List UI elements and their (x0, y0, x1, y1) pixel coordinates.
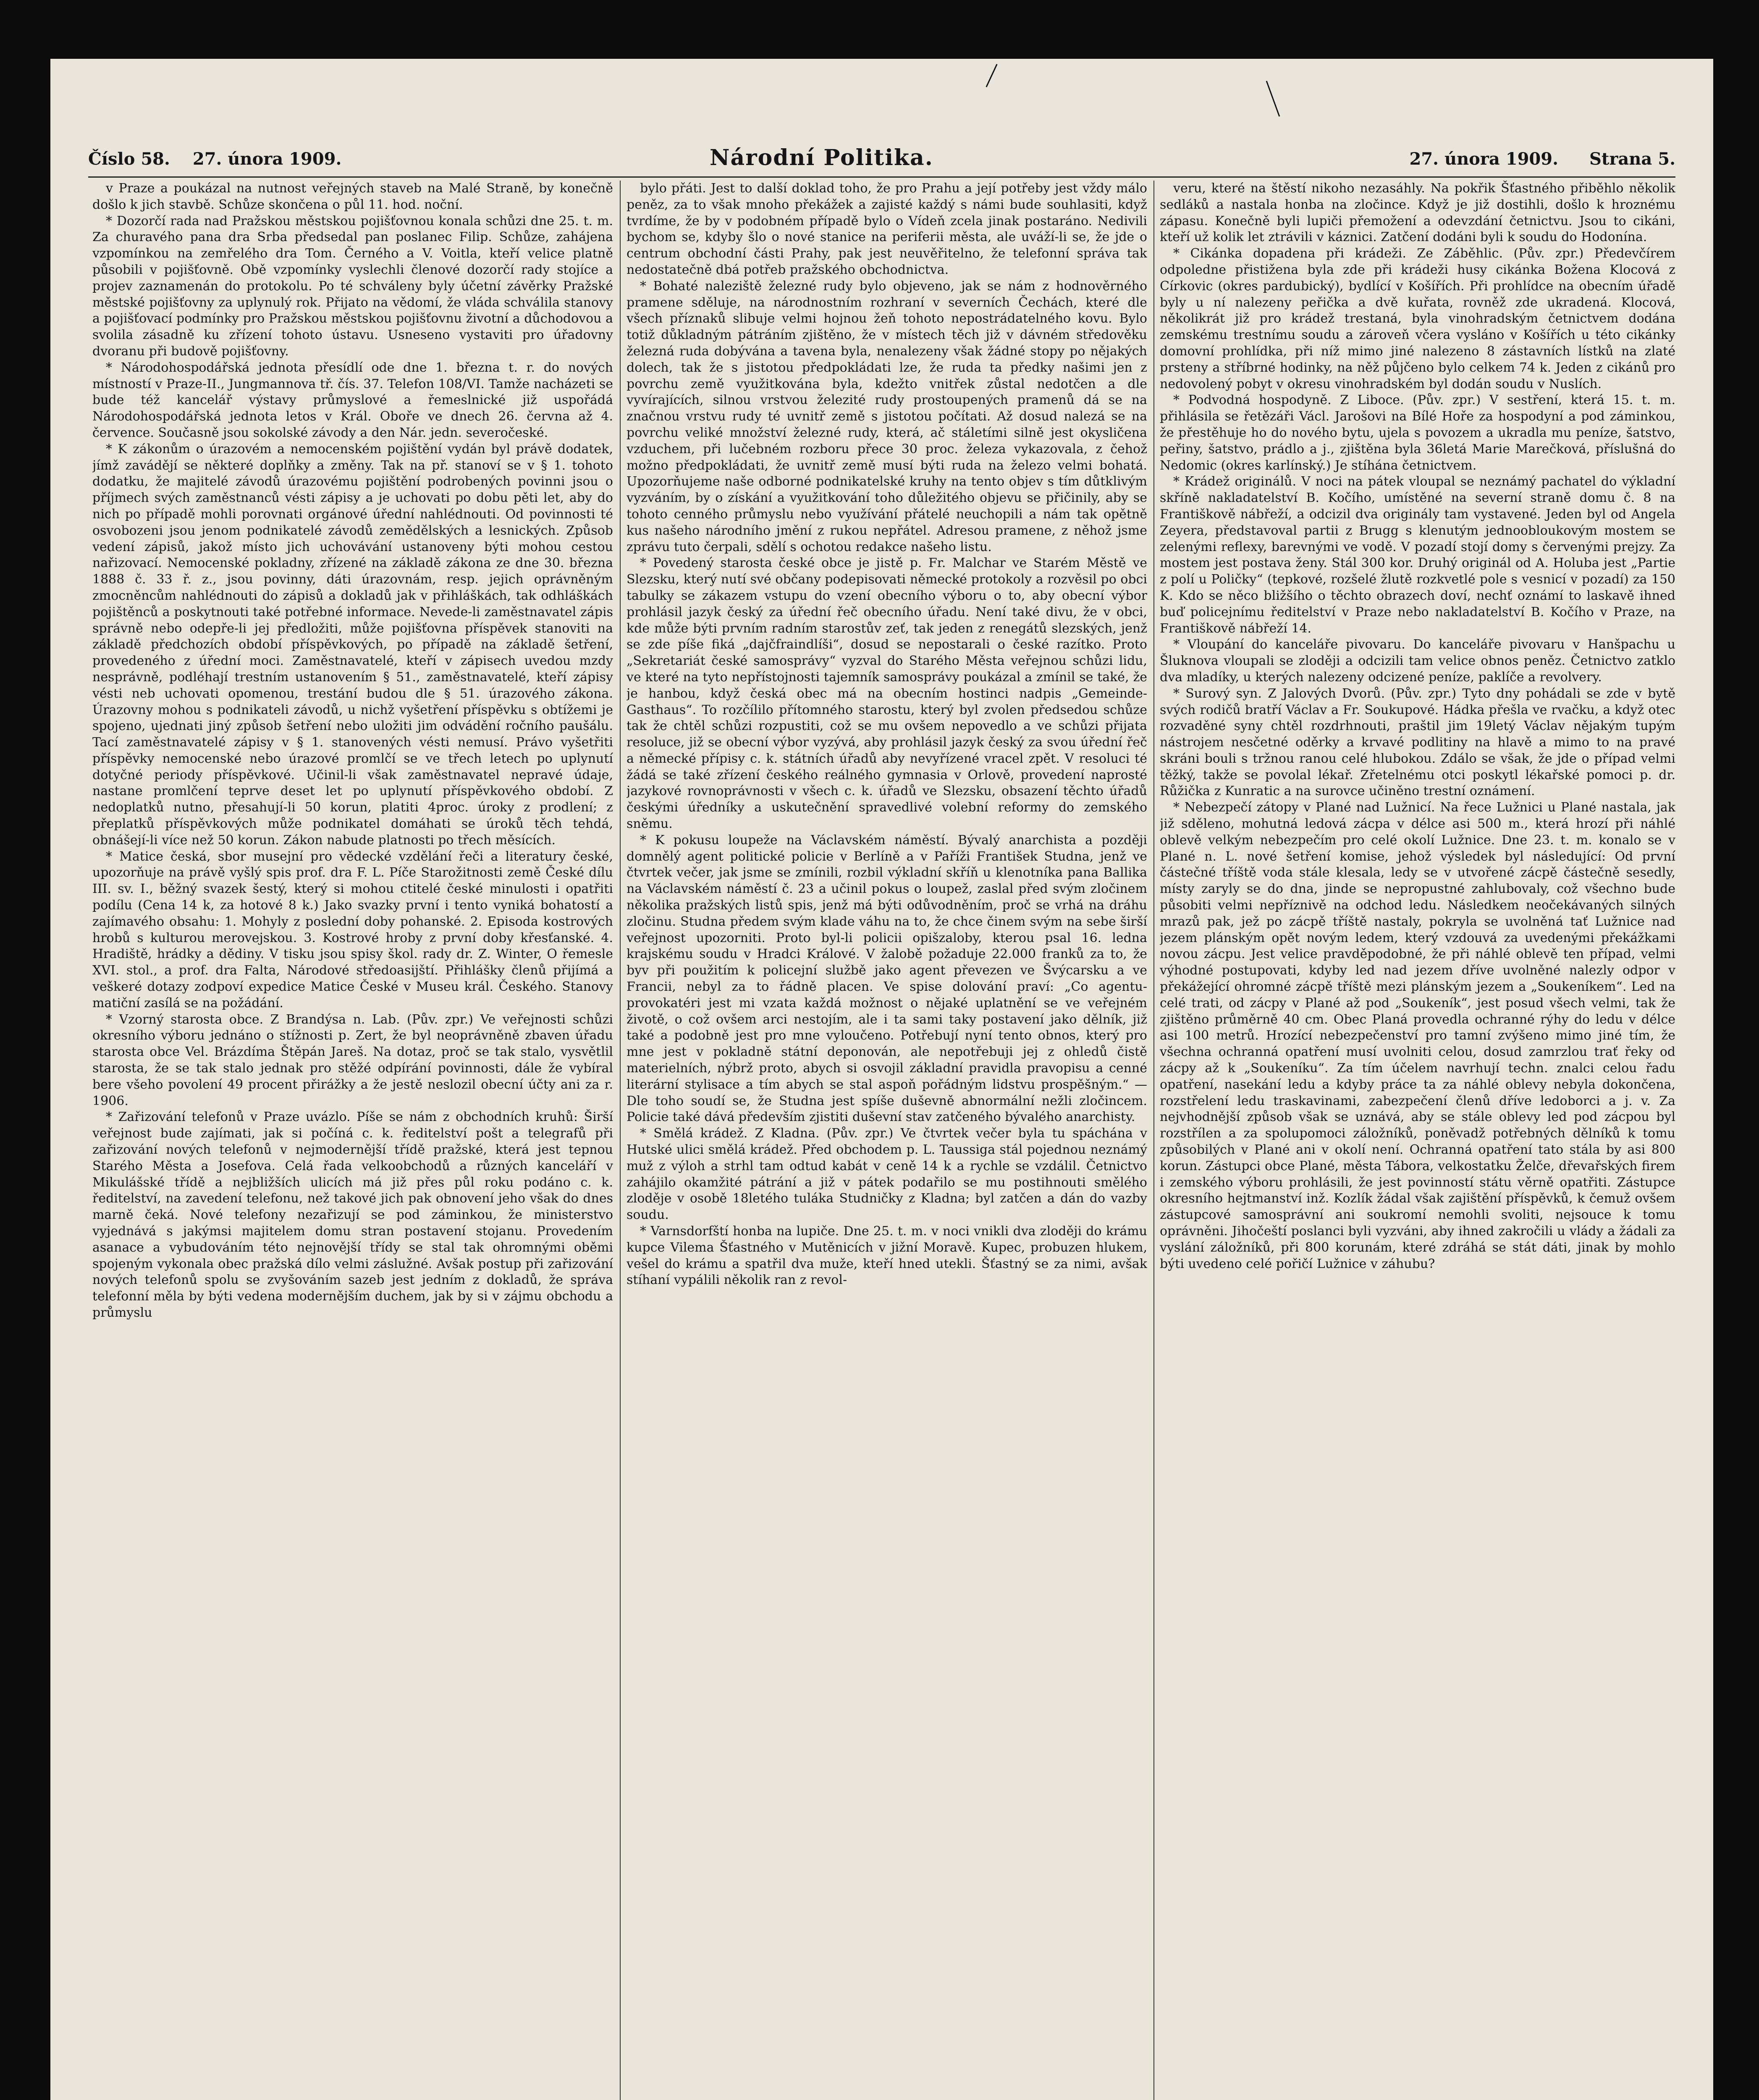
article-paragraph: * Smělá krádež. Z Kladna. (Pův. zpr.) Ve čtvrtek večer byla tu spáchána v Hutské ulici smělá krádež. Před obchodem p. L. Taussiga stál pojednou neznámý muž z výloh a strhl tam odtud kabát v ceně 14 k a rychle se vzdálil. Četnictvo zahájilo okamžité pátrání a již v pátek podařilo se mu postihnouti smělého zloděje v osobě 18letého tuláka Studničky z Kladna; byl zatčen a dán do vazby soudu. (627, 1126, 1147, 1223)
page-header (88, 136, 1675, 174)
article-paragraph: * Národohospodářská jednota přesídlí ode dne 1. března t. r. do nových místností v Praze-II., Jungmannova tř. čís. 37. Telefon 108/VI. Tamže nacházeti se bude též kancelář výstavy průmyslové a řemeslnické již uspořádá Národohospodářská jednota letos v Král. Oboře ve dnech 26. června až 4. července. Současně jsou sokolské závody a den Nár. jedn. severočeské. (92, 360, 613, 440)
article-column-2 (627, 181, 1147, 2100)
article-column-1 (92, 181, 613, 2100)
article-paragraph: * Podvodná hospodyně. Z Liboce. (Pův. zpr.) V sestření, která 15. t. m. přihlásila se řetězáři Václ. Jarošovi na Bílé Hoře za hospodyní a pod záminkou, že přestěhuje ho do nového bytu, ujela s povozem a ukradla mu peníze, šatstvo, peřiny, šatstvo, prádlo a j., zjištěna byla 36letá Marie Marečková, příslušná do Nedomic (okres karlínský.) Je stíhána četnictvem. (1160, 393, 1675, 473)
issue-date-right: 27. února 1909. (1409, 149, 1559, 169)
article-paragraph: * Krádež originálů. V noci na pátek vloupal se neznámý pachatel do výkladní skříně nakladatelství B. Kočího, umístěné na severní straně domu č. 8 na Františkově nábřeží, a odcizil dva originály tam vystavené. Jeden byl od Angela Zeyera, představoval partii z Brugg s klenutým jednoobloukovým mostem se zelenými reflexy, barevnými ve vodě. V pozadí stojí domy s červenými prejzy. Za mostem jest postava ženy. Stál 300 kor. Druhý originál od A. Holuba jest „Partie z polí u Poličky“ (tepkové, rozšelé žlutě rozkvetlé pole s vesnicí v pozadí) za 150 K. Kdo se něco bližšího o těchto obrazech doví, nechť oznámí to laskavě ihned buď policejnímu ředitelství v Praze nebo nakladatelství B. Kočího v Praze, na Františkově nábřeží 14. (1160, 474, 1675, 636)
article-paragraph: * K zákonům o úrazovém a nemocenském pojištění vydán byl právě dodatek, jímž zavádějí se některé doplňky a změny. Tak na př. stanoví se v § 1. tohoto dodatku, že majitelé závodů úrazovému pojištění podrobených povinni jsou o příjmech svých zaměstnanců vésti zápisy a je uchovati po dobu pěti let, aby do nich po případě mohli porovnati orgánové úřední nahlédnouti. Od povinnosti té osvobozeni jsou jenom podnikatelé závodů zemědělských a lesnických. Způsob vedení zápisů, jakož místo jich uchovávání ustanoveny býti mohou cestou nařizovací. Nemocenské pokladny, zřízené na základě zákona ze dne 30. března 1888 č. 33 ř. z., jsou povinny, dáti úrazovnám, resp. jejich oprávněným zmocněncům nahlédnouti do zápisů a dokladů jak v přihláškách, tak odhláškách pojištěnců a poskytnouti také potřebné informace. Nevede-li zaměstnavatel zápis správně nebo odepře-li jej předložiti, může pojišťovna příspěvek stanoviti na základě předchozích období příspěvkových, po případě na základě šetření, provedeného z úřední moci. Zaměstnavatelé, kteří v zápisech uvedou mzdy nesprávně, podléhají trestním ustanovením § 51., zaměstnavatelé, kteří zápisy vésti neb uchovati opomenou, trestání budou dle § 51. úrazového zákona. Úrazovny mohou s podnikateli závodů, u nichž vyšetření příspěvku s obtížemi je spojeno, ujednati jiný způsob šetření nebo uložiti jim odvádění ročního paušálu. Tací zaměstnavatelé zápisy v § 1. stanovených vésti nemusí. Právo vyšetřiti příspěvky nemocenské nebo úrazové promlčí se ve třech letech po uplynutí dotyčné periody příspěvkové. Učinil-li však zaměstnavatel nepravé údaje, nastane promlčení teprve deset let po uplynutí příspěvkového období. Z nedoplatků nutno, přesahují-li 50 korun, platiti 4proc. úroky z prodlení; z přeplatků příspěvkových může podnikatel domáhati se úroků těch tehdá, obnášejí-li více než 50 korun. Zákon nabude platnosti po třech měsících. (92, 441, 613, 848)
article-paragraph: * Matice česká, sbor musejní pro vědecké vzdělání řeči a literatury české, upozorňuje na právě vyšlý spis prof. dra F. L. Píče Starožitnosti země České dílu III. sv. I., běžný svazek šestý, který si mohou ctitelé české minulosti i opatřiti podílu (Cena 14 k, za hotové 8 k.) Jako svazky první i tento vyniká bohatostí a zajímavého obsahu: 1. Mohyly z poslední doby pohanské. 2. Episoda kostrových hrobů s kulturou merovejskou. 3. Kostrové hroby z první doby křesťanské. 4. Hradiště, hrádky a dědiny. V tisku jsou spisy škol. rady dr. Z. Winter, O řemesle XVI. stol., a prof. dra Falta, Národové středoasijští. Přihlášky členů přijímá a veškeré dotazy zodpoví expedice Matice České v Museu král. Českého. Stanovy matiční zasílá se na požádání. (92, 849, 613, 1011)
article-paragraph: * Vloupání do kanceláře pivovaru. Do kanceláře pivovaru v Hanšpachu u Šluknova vloupali se zloději a odcizili tam velice obnos peněz. Četnictvo zatklo dva mladíky, u kterých nalezeny odcizené peníze, paklíče a revolvery. (1160, 637, 1675, 685)
article-paragraph: * K pokusu loupeže na Václavském náměstí. Bývalý anarchista a později domnělý agent politické policie v Berlíně a v Paříži František Studna, jenž ve čtvrtek večer, jak jsme se zmínili, rozbil výkladní skříň u klenotníka pana Ballika na Václavském náměstí č. 23 a učinil pokus o loupež, zaslal před svým zločinem několika pražských listů spis, jenž má býti odůvodněním, proč se vrhá na dráhu zločinu. Studna předem svým klade váhu na to, že chce činem svým na sebe širší veřejnost upozorniti. Proto byl-li policii opišzaloby, kterou psal 16. ledna krajskému soudu v Hradci Králové. V žalobě požaduje 22.000 franků za to, že byv při použitím k policejní službě jako agent převezen ve Švýcarsku a ve Francii, nebyl za to řádně placen. Ve spise dolování praví: „Co agentu-provokatéri jest mi vzata každá možnost o nějaké uplatnění se ve veřejném životě, o což ovšem arci nestojím, ale i ta sami taky postavení jako dělník, již také a podobně jest pro mne vyloučeno. Potřebují nyní tento obnos, který pro mne jest v pokladně státní deponován, ale nepotřebuji jej z ohledů čistě materielních, nýbrž proto, abych si osvojil základní pravidla pravopisu a cenné literární stylisace a tím abych se stal aspoň pořádným lidstvu prospěšným.“ — Dle toho soudí se, že Studna jest spíše duševně abnormální nežli zločincem. Policie také dává především zjistiti duševní stav zatčeného bývalého anarchisty. (627, 832, 1147, 1125)
article-paragraph: v Praze a poukázal na nutnost veřejných staveb na Malé Straně, by konečně došlo k jich stavbě. Schůze skončena o půl 11. hod. noční. (92, 181, 613, 212)
issue-number: Číslo 58. (88, 149, 170, 169)
header-left (88, 149, 341, 169)
article-paragraph: veru, které na štěstí nikoho nezasáhly. Na pokřik Šťastného přiběhlo několik sedláků a nastala honba na zločince. Když je již dostihli, došlo k hroznému zápasu. Konečně byli lupiči přemožení a odevzdání četnictvu. Jsou to cikáni, kteří už kolik let ztrávili v káznici. Zatčení dodáni byli k soudu do Hodonína. (1160, 181, 1675, 245)
article-paragraph: bylo přáti. Jest to další doklad toho, že pro Prahu a její potřeby jest vždy málo peněz, za to však mnoho překážek a zajisté každý s námi bude souhlasiti, když tvrdíme, že by v podobném případě bylo o Vídeň zcela jinak postaráno. Nedivili bychom se, kdyby šlo o nové stanice na periferii města, ale uváží-li se, že jde o centrum obchodní části Prahy, pak jest neuvěřitelno, že telefonní správa tak nedostatečně dbá potřeb pražského obchodnictva. (627, 181, 1147, 277)
article-paragraph: * Dozorčí rada nad Pražskou městskou pojišťovnou konala schůzi dne 25. t. m. Za churavého pana dra Srba předsedal pan poslanec Filip. Schůze, zahájena vzpomínkou na zemřelého dra Tom. Černého a V. Voitla, kteří velice platně působili v pojišťovně. Obě vzpomínky vyslechli členové dozorčí rady stojíce a projev zaznamenán do protokolu. Po té schváleny byly účetní závěrky Pražské městské pojišťovny za uplynulý rok. Přijato na vědomí, že vláda schválila stanovy a pojišťovací podmínky pro Pražskou městskou pojišťovnu životní a důchodovou a svolila zásadně ku zřízení tohoto ústavu. Usneseno vystaviti pro úřadovny dvoranu při budově pojišťovny. (92, 213, 613, 359)
header-right (1384, 149, 1675, 169)
column-divider (620, 181, 621, 2100)
newspaper-page (50, 59, 1713, 2100)
article-paragraph: * Nebezpečí zátopy v Plané nad Lužnicí. Na řece Lužnici u Plané nastala, jak již sděleno, mohutná ledová zácpa v délce asi 500 m., která hrozí při náhlé oblevě velkým nebezpečím pro celé okolí Lužnice. Dne 23. t. m. konalo se v Plané n. L. nové šetření komise, jehož výsledek byl následující: Od první částečné tříště voda stále klesala, ledy se v utvořené zácpě částečně sesedly, místy zaryly se do dna, jinde se nepropustné zahlubovaly, což všechno bude působiti velmi nepříznivě na odchod ledu. Následkem neočekávaných silných mrazů pak, jež po zácpě tříště nastaly, pokryla se uvolněná tať Lužnice nad jezem plánským opět novým ledem, který vzdouvá za uvedenými překážkami novou zácpu. Jest velice pravděpodobné, že při náhlé oblevě ten případ, velmi výhodné postupovati, kdyby led nad jezem dříve uvolněné nalezly odpor v překážející ohromné zácpě tříště mezi plánským jezem a „Soukeníkem“. Led na celé trati, od zácpy v Plané až pod „Soukeník“, jest posud všech velmi, tak že zjištěno průměrně 40 cm. Obec Planá provedla ochranné rýhy do ledu v délce asi 100 metrů. Hrozící nebezpečenství pro tamní zvýšeno mimo jiné tím, že všechna ochranná opatření musí uvolniti celou, dosud zamrzlou trať řeky od zácpy až k „Soukeníku“. Za tím účelem navrhují techn. znalci celou řadu opatření, nasekání ledu a kdyby práce ta za náhlé oblevy nebyla dokončena, rozstřelení ledu traskavinami, zabezpečení členů dříve ledoborci a j. v. Za nejvhodnější způsob však se uznává, aby se stále oblevy led pod zácpou byl rozstřílen a za spolupomoci záložníků, poněvadž potřebných dělníků k tomu způsobilých v Plané ani v okolí není. Ochranná opatření tato stála by asi 800 korun. Zástupci obce Plané, města Tábora, velkostatku Želče, dřevařských firem i zemského výboru prohlásili, že jest povinností státu věrně opatřiti. Zástupce okresního hejtmanství inž. Kozlík žádal však zajištění příspěvků, k čemuž ovšem zástupcové samosprávní ani soukromí nemohli svoliti, nejsouce k tomu oprávněni. Jihočeští poslanci byli vyzváni, aby ihned zakročili u vlády a žádali za vyslání záložníků, při 800 korunám, které zdráhá se stát dáti, jinak by mohlo býti uvedeno celé pořičí Lužnice v záhubu? (1160, 800, 1675, 1271)
column-divider (1153, 181, 1154, 2100)
article-paragraph: * Povedený starosta české obce je jistě p. Fr. Malchar ve Starém Městě ve Slezsku, který nutí své občany podepisovati německé protokoly a rozvěsil po obci tabulky se zákazem vstupu do vzení obecního výboru o to, aby obecní výbor prohlásil jazyk český za úřední řeč obecního úřadu. Není také divu, že v obci, kde může býti prvním radním starostův zeť, tak jeden z renegátů slezských, jenž se zde píše fiká „dajčfraindlíši“, dosud se nepostarali o české razítko. Proto „Sekretariát české samosprávy“ vyzval do Starého Města veřejnou schůzi lidu, ve které na tyto nepřístojnosti tajemník samosprávy poukázal a zmínil se také, že je hanbou, když česká obec má na obecním hostinci nadpis „Gemeinde-Gasthaus“. To rozčílilo přítomného starostu, který byl zvolen předsedou schůze tak že chtěl schůzi rozpustiti, což se mu ovšem nepovedlo a ve schůzi přijata resoluce, již se obecní výbor vyzývá, aby prohlásil jazyk český za svou úřední řeč a německé přípisy c. k. státních úřadů aby nevyřízené vracel zpět. V resoluci té žádá se také zřízení českého reálného gymnasia v Orlově, provedení naprosté jazykové rovnoprávnosti v všech c. k. úřadů ve Slezsku, obsazení těchto úřadů českými úředníky a uskutečnění spravedlivé volební reformy do zemského sněmu. (627, 556, 1147, 832)
article-paragraph: * Zařizování telefonů v Praze uvázlo. Píše se nám z obchodních kruhů: Širší veřejnost bude zajímati, jak si počíná c. k. ředitelství pošt a telegrafů při zařizování nových telefonů v nejmodernější třídě pražské, která jest tepnou Starého Města a Josefova. Celá řada velkoobchodů a různých kanceláří v Mikulášské třídě a nejbližších ulicích má již přes půl roku podáno c. k. ředitelství, na zavedení telefonu, než takové jich pak obnovení jeho však do dnes marně čeká. Nové telefony nezařizují se pod záminkou, že ministerstvo vyjednává s jakýmsi majitelem domu stran postavení stojanu. Provedením asanace a vybudováním této nejnovější třídy se stal tak ohromnými oběmi spojeným vykonala obec pražská dílo velmi záslužné. Avšak postup při zařizování nových telefonů spolu se zvyšováním sazeb jest jedním z dokladů, že správa telefonní měla by býti vedena modernějším duchem, jak by si v zájmu obchodu a průmyslu (92, 1110, 613, 1320)
article-paragraph: * Bohaté naleziště železné rudy bylo objeveno, jak se nám z hodnověrného pramene sděluje, na národnostním rozhraní v severních Čechách, které dle všech příznaků slibuje velmi hojnou žeň tohoto nepostrádatelného kovu. Bylo totiž důkladným pátráním zjištěno, že v místech těch již v dávném středověku železná ruda dobývána a tavena byla, nenalezeny však žádné stopy po nějakých dolech, tak že s jistotou předpokládati lze, že ruda ta předky našimi jen z povrchu země využitkována byla, kdežto vnitřek zůstal nedotčen a dle vyvírajících, silnou vrstvou železité rudy prostoupených pramenů dá se na značnou vrstvu rudy té uvnitř země s jistotou počítati. Až dosud nalezá se na povrchu veliké množství železné rudy, která, ač stáletími silně jest okysličena vzduchem, při lučebném rozboru přece 30 proc. železa vykazovala, z čehož možno předpokládati, že uvnitř země musí býti ruda na železo velmi bohatá. Upozorňujeme naše odborné podnikatelské kruhy na tento objev s tím důtklivým vyzváním, by o získání a využitkování toho důležitého objevu se přičinily, aby se tohoto cenného průmyslu nebo využívání přátelé neuchopili a nám tak opětně kus našeho národního jmění z rukou nepřátel. Adresou pramene, z něhož jsme zprávu tuto čerpali, sdělí s ochotou redakce našeho listu. (627, 278, 1147, 554)
article-paragraph: * Varnsdorfští honba na lupiče. Dne 25. t. m. v noci vnikli dva zloději do krámu kupce Vilema Šťastného v Mutěnicích v jižní Moravě. Kupec, probuzen hlukem, vešel do krámu a spatřil dva muže, kteří hned utekli. Šťastný se za nimi, avšak stíhaní vypálili několik ran z revol- (627, 1224, 1147, 1288)
page-number: Strana 5. (1589, 149, 1675, 169)
article-column-3 (1160, 181, 1675, 2100)
issue-date-left: 27. února 1909. (192, 149, 342, 169)
masthead-title: Národní Politika. (710, 145, 933, 171)
article-paragraph: * Surový syn. Z Jalových Dvorů. (Pův. zpr.) Tyto dny pohádali se zde v bytě svých rodičů bratří Václav a Fr. Soukupové. Hádka přešla ve rvačku, a když otec rozvaděné syny chtěl rozdrhnouti, praštil jim 19letý Václav nějakým tupým nástrojem nesčetné oděrky a krvavé podlitiny na hlavě a mimo to na pravé skráni bouli s tržnou ranou celé hlubokou. Zdálo se však, že jde o případ velmi těžký, takže se povolal lékař. Zřetelnému otci poskytl lékařské pomoci p. dr. Růžička z Kunratic a na surovce učiněno trestní oznámení. (1160, 686, 1675, 799)
article-paragraph: * Vzorný starosta obce. Z Brandýsa n. Lab. (Pův. zpr.) Ve veřejnosti schůzi okresního výboru jednáno o stížnosti p. Zert, že byl neoprávněně zbaven úřadu starosta obce Vel. Brázdíma Štěpán Jareš. Na dotaz, proč se tak stalo, vysvětlil starosta, že se tak stalo jednak pro stěžé odpírání povinnosti, dále že vybíral bere všeho povolení 49 procent přirážky a že jestě neslozil obecní účty ani za r. 1906. (92, 1012, 613, 1108)
header-rule (88, 176, 1675, 178)
article-paragraph: * Cikánka dopadena při krádeži. Ze Záběhlic. (Pův. zpr.) Předevčírem odpoledne přistižena byla zde při krádeži husy cikánka Božena Klocová z Církovic (okres pardubický), bydlící v Košířích. Při prohlídce na obecním úřadě byly u ní nalezeny peřička a dvě kuřata, rovněž zde ukradená. Klocová, několikrát již pro krádež trestaná, byla vinohradským četnictvem dodána zemskému trestnímu soudu a zároveň včera vysláno v Košířích u této cikánky domovní prohlídka, při níž mimo jiné nalezeno 8 zástavních lístků na zlaté prsteny a stříbrné hodinky, na něž půjčeno bylo celkem 74 k. Jeden z cikánů pro nedovolený pobyt v okresu vinohradském byl dodán soudu v Nuslích. (1160, 246, 1675, 391)
